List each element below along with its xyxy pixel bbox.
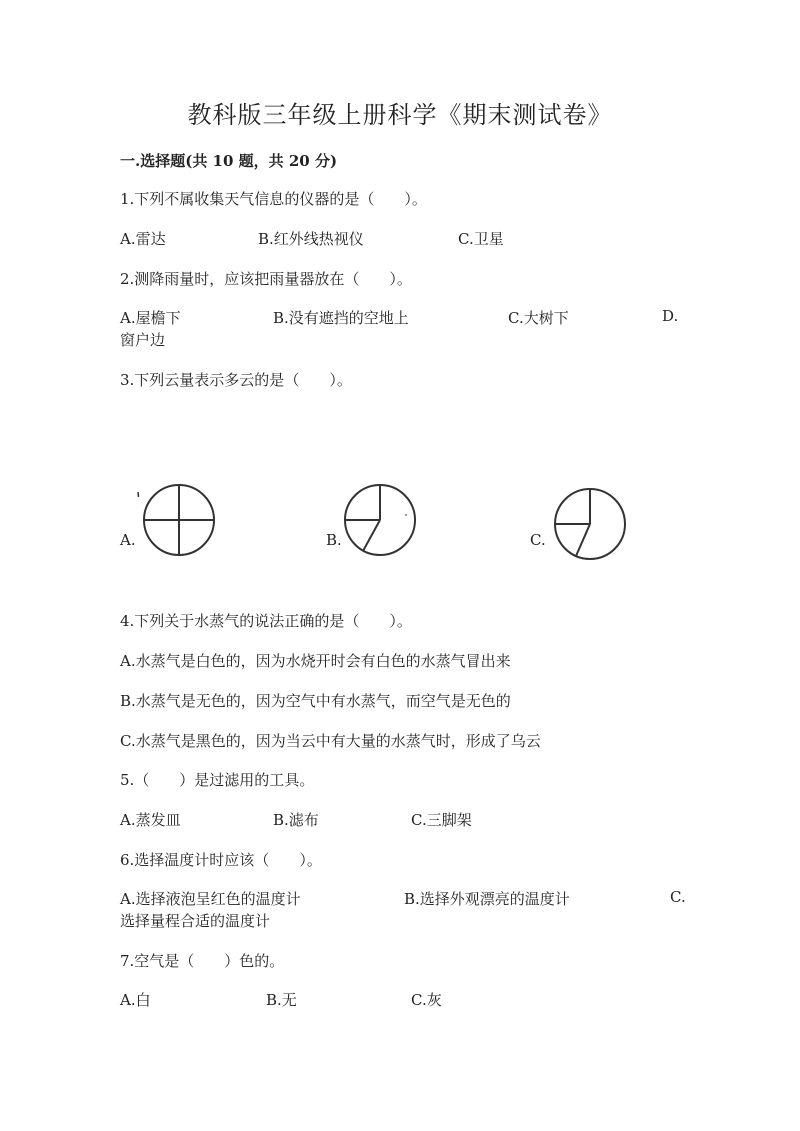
cloud-cover-diagram-c xyxy=(550,484,630,564)
q7-option-b[interactable]: B.无 xyxy=(266,991,297,1009)
q4-option-c[interactable]: C.水蒸气是黑色的，因为当云中有大量的水蒸气时，形成了乌云 xyxy=(120,732,541,750)
question-6: 6.选择温度计时应该（ ）。 xyxy=(120,851,322,869)
cloud-cover-diagram-b xyxy=(340,480,420,560)
q2-option-a[interactable]: A.屋檐下 xyxy=(120,309,181,327)
q5-option-c[interactable]: C.三脚架 xyxy=(411,811,472,829)
q6-option-c[interactable]: C. xyxy=(670,888,686,906)
question-1: 1.下列不属收集天气信息的仪器的是（ ）。 xyxy=(120,190,427,208)
q6-option-b[interactable]: B.选择外观漂亮的温度计 xyxy=(404,890,570,908)
q5-option-a[interactable]: A.蒸发皿 xyxy=(120,811,181,829)
question-5: 5.（ ）是过滤用的工具。 xyxy=(120,771,315,789)
question-3: 3.下列云量表示多云的是（ ）。 xyxy=(120,371,352,389)
cloud-cover-diagram-a xyxy=(136,480,222,560)
q3-option-c[interactable]: C. xyxy=(530,531,546,549)
q3-option-b[interactable]: B. xyxy=(326,531,342,549)
q6-option-a[interactable]: A.选择液泡呈红色的温度计 xyxy=(120,890,301,908)
q7-option-a[interactable]: A.白 xyxy=(120,991,151,1009)
q4-option-b[interactable]: B.水蒸气是无色的，因为空气中有水蒸气，而空气是无色的 xyxy=(120,692,511,710)
section-heading: 一.选择题(共 10 题，共 20 分) xyxy=(120,152,338,170)
page-title: 教科版三年级上册科学《期末测试卷》 xyxy=(187,101,613,129)
q2-option-d[interactable]: D. xyxy=(662,307,679,325)
q1-option-b[interactable]: B.红外线热视仪 xyxy=(258,230,364,248)
q3-option-a[interactable]: A. xyxy=(120,531,136,549)
q7-option-c[interactable]: C.灰 xyxy=(411,991,442,1009)
q2-option-b[interactable]: B.没有遮挡的空地上 xyxy=(273,309,409,327)
q1-option-c[interactable]: C.卫星 xyxy=(458,230,504,248)
question-2: 2.测降雨量时，应该把雨量器放在（ ）。 xyxy=(120,270,412,288)
q4-option-a[interactable]: A.水蒸气是白色的，因为水烧开时会有白色的水蒸气冒出来 xyxy=(120,652,511,670)
q5-option-b[interactable]: B.滤布 xyxy=(273,811,319,829)
q6-option-c-text: 选择量程合适的温度计 xyxy=(120,912,271,930)
q2-option-d-text: 窗户边 xyxy=(120,331,166,349)
question-7: 7.空气是（ ）色的。 xyxy=(120,952,285,970)
q1-option-a[interactable]: A.雷达 xyxy=(120,230,166,248)
question-4: 4.下列关于水蒸气的说法正确的是（ ）。 xyxy=(120,612,412,630)
q2-option-c[interactable]: C.大树下 xyxy=(508,309,569,327)
